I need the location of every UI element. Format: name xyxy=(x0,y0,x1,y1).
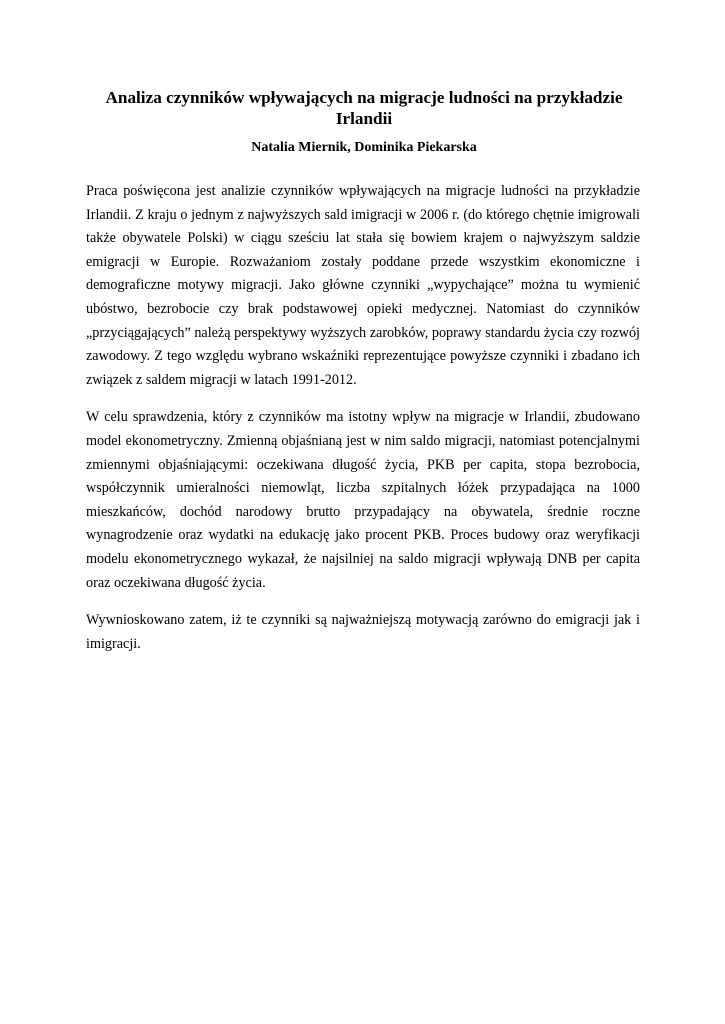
document-title: Analiza czynników wpływających na migracje ludności na przykładzie Irlandii xyxy=(105,88,623,128)
paragraph-2: W celu sprawdzenia, który z czynników ma istotny wpływ na migracje w Irlandii, zbudowano model ekonometryczny. Zmienną objaśnianą jest w nim saldo migracji, natomiast potencjalnymi zmiennymi objaśniającymi: oczekiwana długość życia, PKB per capita, stopa bezrobocia, współczynnik umieralności niemowląt, liczba szpitalnych łóżek przypadająca na 1000 mieszkańców, dochód narodowy brutto przypadający na obywatela, średnie roczne wynagrodzenie oraz wydatki na edukację jako procent PKB. Proces budowy oraz weryfikacji modelu ekonometrycznego wykazał, że najsilniej na saldo migracji wpływają DNB per capita oraz oczekiwana długość życia. xyxy=(86,409,640,591)
paragraph-1: Praca poświęcona jest analizie czynników wpływających na migracje ludności na przykładzie Irlandii. Z kraju o jednym z najwyższych sald imigracji w 2006 r. (do którego chętnie imigrowali także obywatele Polski) w ciągu sześciu lat stała się bowiem krajem o najwyższym saldzie emigracji w Europie. Rozważaniom zostały poddane przede wszystkim ekonomiczne i demograficzne motywy migracji. Jako główne czynniki „wypychające” można tu wymienić ubóstwo, bezrobocie czy brak podstawowej opieki medycznej. Natomiast do czynników „przyciągających” należą perspektywy wyższych zarobków, poprawy standardu życia czy rozwój zawodowy. Z tego względu wybrano wskaźniki reprezentujące powyższe czynniki i zbadano ich związek z saldem migracji w latach 1991-2012. xyxy=(86,183,640,388)
paragraph-3: Wywnioskowano zatem, iż te czynniki są najważniejszą motywacją zarówno do emigracji jak i imigracji. xyxy=(86,612,640,652)
document-body xyxy=(86,180,640,670)
document-authors: Natalia Miernik, Dominika Piekarska xyxy=(251,140,477,155)
